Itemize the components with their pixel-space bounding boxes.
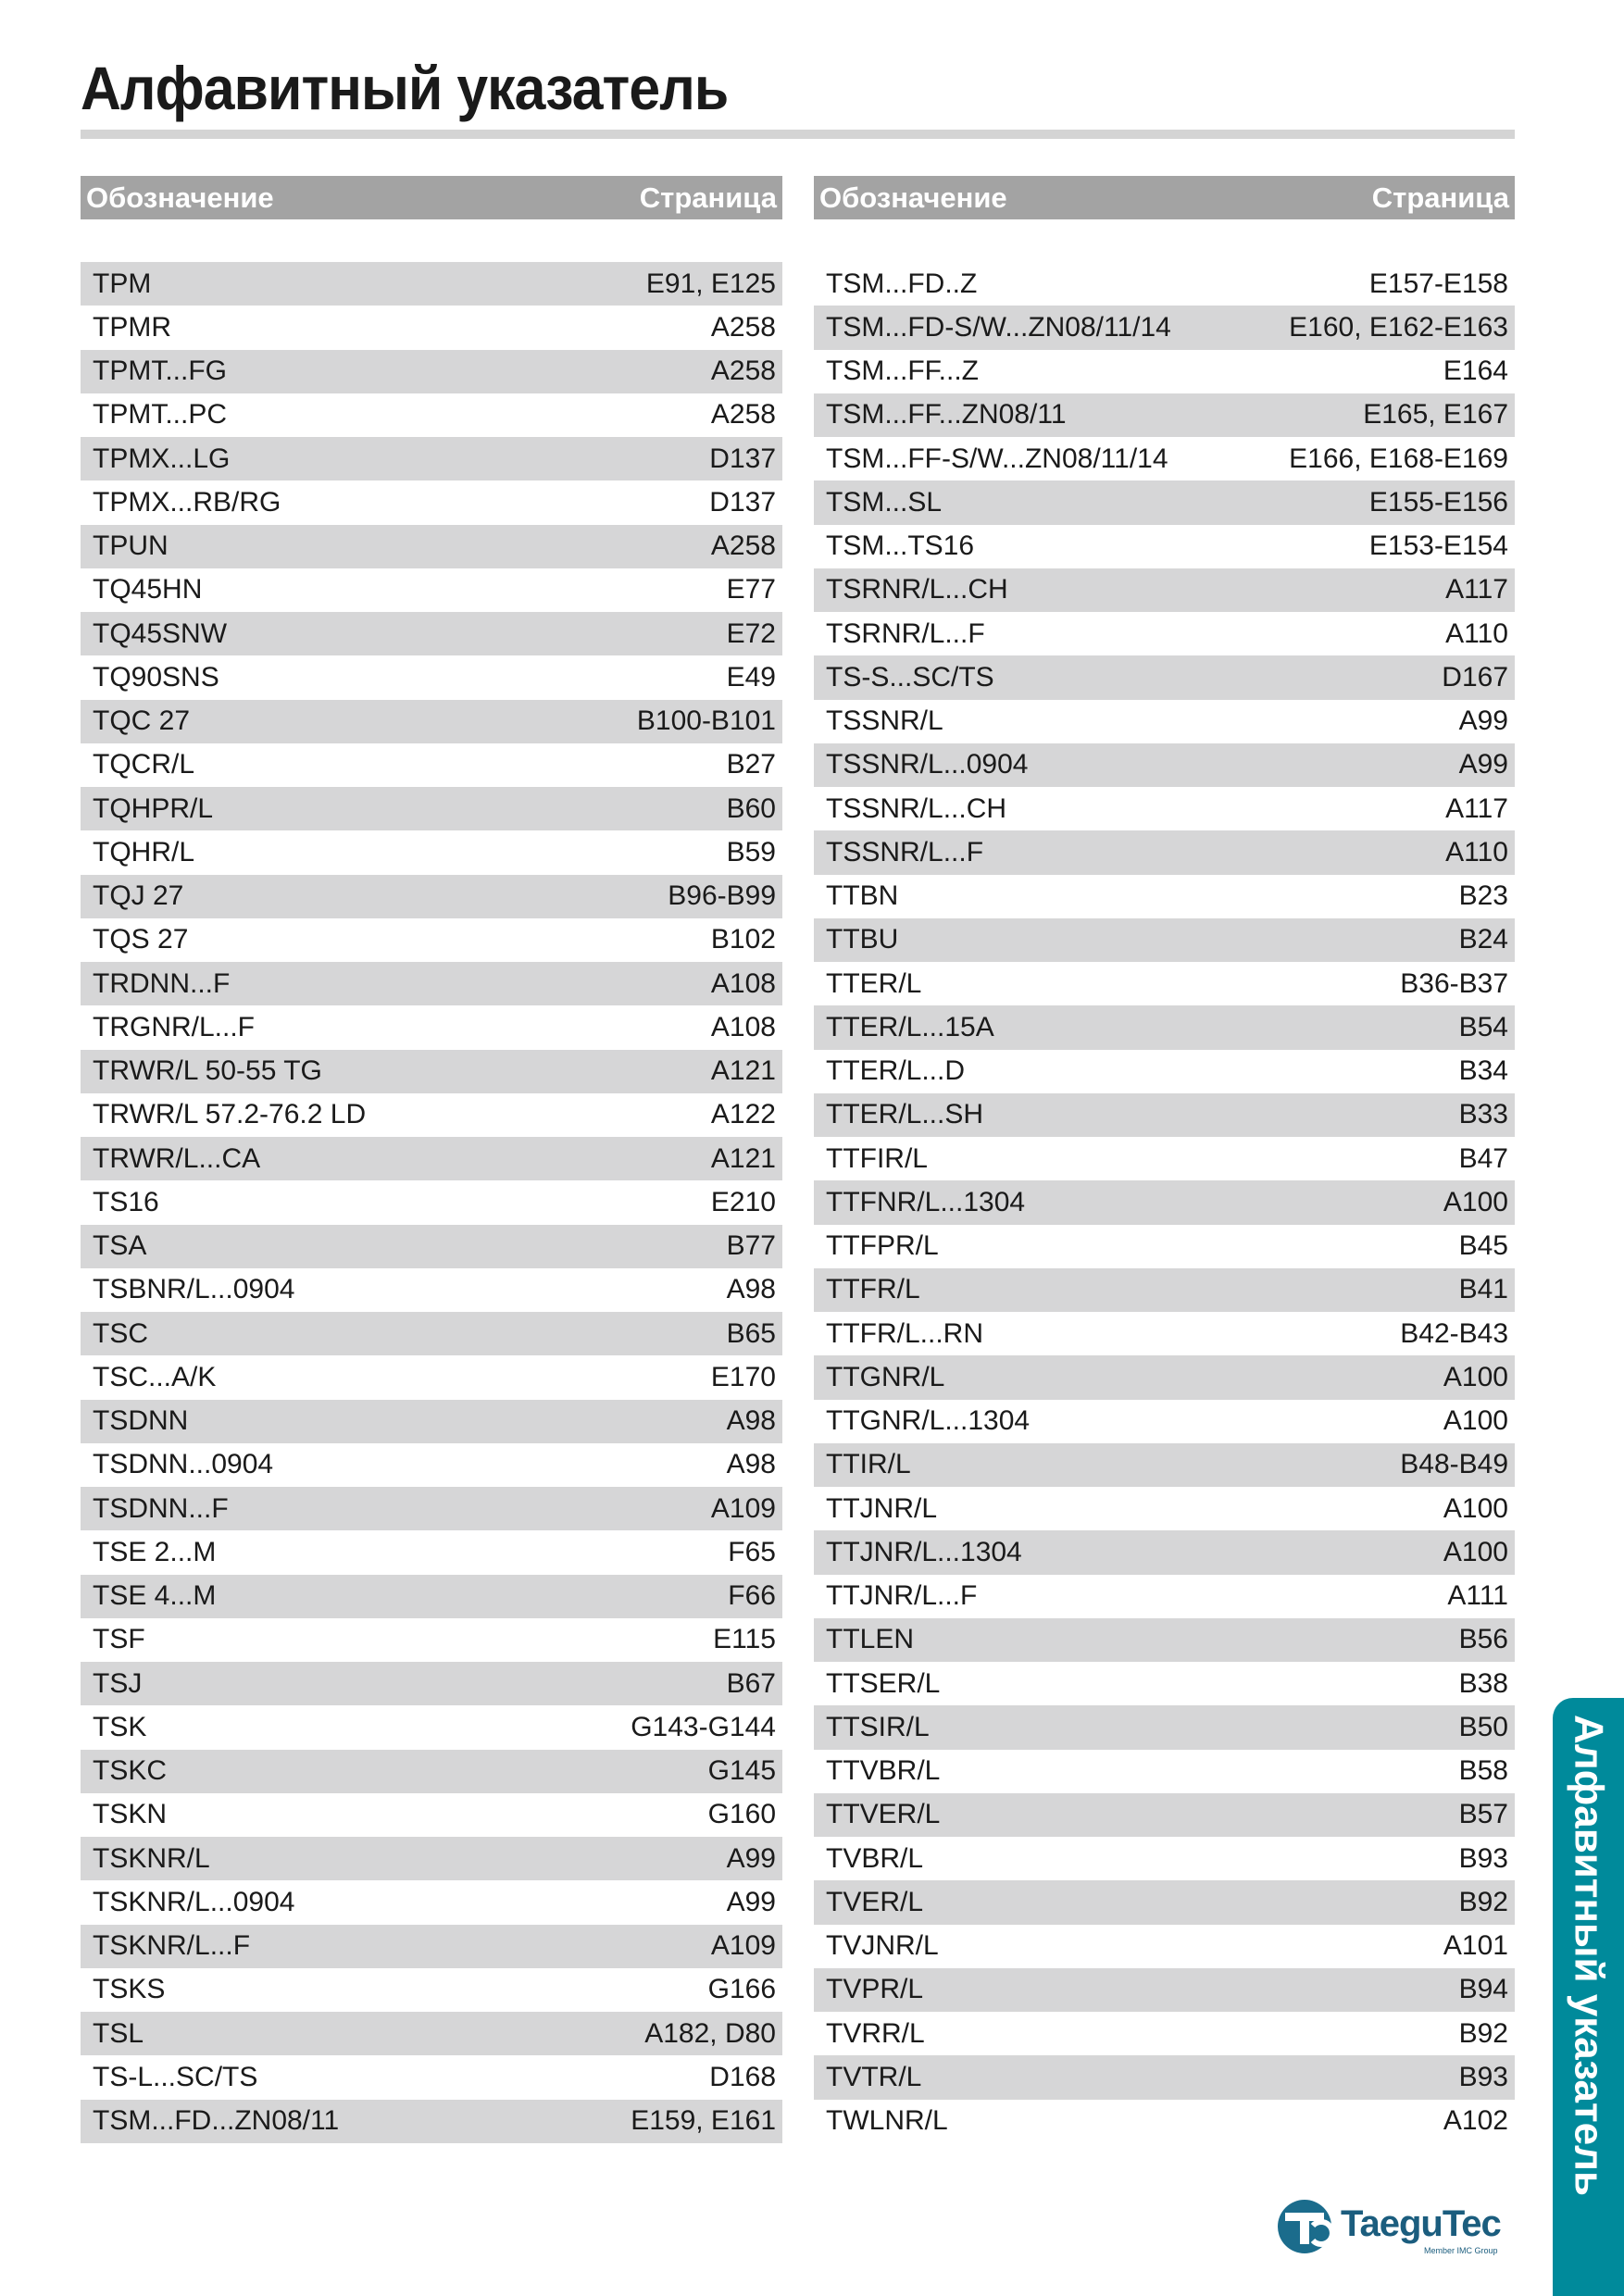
page-cell: A100 <box>1443 1361 1508 1392</box>
index-row <box>81 962 782 1005</box>
designation-cell: TSM...SL <box>826 486 943 518</box>
designation-cell: TSKNR/L...0904 <box>93 1886 295 1917</box>
column-header <box>81 176 782 219</box>
page-cell: B54 <box>1458 1011 1508 1042</box>
designation-cell: TTFNR/L...1304 <box>826 1186 1026 1217</box>
page-cell: B41 <box>1458 1274 1508 1305</box>
designation-cell: TTGNR/L <box>826 1361 945 1392</box>
designation-cell: TSKC <box>93 1755 168 1787</box>
index-row <box>814 1443 1515 1487</box>
header-page: Страница <box>1371 181 1509 214</box>
index-row <box>814 700 1515 743</box>
header-designation: Обозначение <box>819 181 1007 214</box>
index-row <box>81 655 782 699</box>
page-cell: A109 <box>710 1930 776 1962</box>
index-row <box>814 1355 1515 1399</box>
designation-cell: TSM...FF...Z <box>826 356 979 387</box>
page-cell: E49 <box>726 661 776 693</box>
designation-cell: TSE 4...M <box>93 1580 217 1612</box>
designation-cell: TTSER/L <box>826 1667 941 1699</box>
designation-cell: TSSNR/L...F <box>826 836 984 867</box>
designation-cell: TRWR/L...CA <box>93 1142 261 1174</box>
index-row <box>814 393 1515 437</box>
page-cell: A108 <box>710 1011 776 1042</box>
index-row <box>81 830 782 874</box>
index-row <box>81 262 782 306</box>
page-cell: F66 <box>728 1580 776 1612</box>
taegutec-logo-icon <box>1276 2198 1333 2255</box>
page-cell: B92 <box>1458 1886 1508 1917</box>
designation-cell: TRDNN...F <box>93 967 231 999</box>
page-cell: A258 <box>710 530 776 562</box>
designation-cell: TTER/L <box>826 967 922 999</box>
index-row <box>81 1662 782 1705</box>
page-cell: A98 <box>726 1449 776 1480</box>
index-row <box>814 875 1515 918</box>
page-cell: A101 <box>1443 1930 1508 1962</box>
page-cell: B33 <box>1458 1099 1508 1130</box>
logo-tagline: Member IMC Group <box>1424 2246 1498 2255</box>
index-row <box>814 525 1515 568</box>
page-cell: E164 <box>1443 356 1508 387</box>
side-tab-label: Алфавитный указатель <box>1566 1715 1612 2197</box>
designation-cell: TSA <box>93 1230 147 1262</box>
page-cell: B96-B99 <box>668 880 776 912</box>
page-cell: E153-E154 <box>1368 530 1508 562</box>
page-cell: B45 <box>1458 1230 1508 1262</box>
page-cell: B47 <box>1458 1142 1508 1174</box>
page-cell: A117 <box>1445 574 1508 605</box>
page-cell: A258 <box>710 311 776 343</box>
designation-cell: TTIR/L <box>826 1449 911 1480</box>
index-row <box>81 1137 782 1180</box>
designation-cell: TSKN <box>93 1799 168 1830</box>
designation-cell: TQHR/L <box>93 836 195 867</box>
index-row <box>814 830 1515 874</box>
page-cell: B93 <box>1458 1842 1508 1874</box>
page-cell: A100 <box>1443 1492 1508 1524</box>
index-row <box>81 1312 782 1355</box>
index-row <box>814 1968 1515 2012</box>
index-row <box>814 655 1515 699</box>
designation-cell: TSK <box>93 1711 147 1742</box>
designation-cell: TSBNR/L...0904 <box>93 1274 295 1305</box>
page-cell: A100 <box>1443 1536 1508 1567</box>
page-cell: E166, E168-E169 <box>1289 443 1508 474</box>
designation-cell: TTBN <box>826 880 899 912</box>
designation-cell: TTJNR/L <box>826 1492 937 1524</box>
page-cell: A258 <box>710 356 776 387</box>
index-row <box>814 568 1515 612</box>
index-row <box>81 1530 782 1574</box>
index-row <box>81 1355 782 1399</box>
page-cell: B100-B101 <box>636 705 776 737</box>
designation-cell: TSSNR/L <box>826 705 943 737</box>
index-row <box>81 875 782 918</box>
page-cell: B65 <box>726 1317 776 1349</box>
designation-cell: TVBR/L <box>826 1842 924 1874</box>
designation-cell: TSE 2...M <box>93 1536 217 1567</box>
page-cell: B92 <box>1458 2017 1508 2049</box>
index-row <box>814 1530 1515 1574</box>
designation-cell: TSRNR/L...CH <box>826 574 1008 605</box>
designation-cell: TQCR/L <box>93 749 195 780</box>
index-row <box>81 787 782 830</box>
index-row <box>814 1487 1515 1530</box>
designation-cell: TSM...TS16 <box>826 530 975 562</box>
index-column-left <box>81 176 782 2143</box>
designation-cell: TSM...FD...ZN08/11 <box>93 2105 340 2137</box>
designation-cell: TPMT...PC <box>93 399 228 430</box>
page-cell: A121 <box>710 1055 776 1087</box>
page-cell: A182, D80 <box>644 2017 776 2049</box>
designation-cell: TRWR/L 50-55 TG <box>93 1055 322 1087</box>
page-cell: A102 <box>1443 2105 1508 2137</box>
index-row <box>814 1750 1515 1793</box>
page-cell: B58 <box>1458 1755 1508 1787</box>
index-row <box>81 1400 782 1443</box>
designation-cell: TPMR <box>93 311 171 343</box>
page-cell: G145 <box>707 1755 776 1787</box>
page-cell: B77 <box>726 1230 776 1262</box>
page-cell: E170 <box>710 1361 776 1392</box>
designation-cell: TSM...FF-S/W...ZN08/11/14 <box>826 443 1168 474</box>
index-row <box>814 1137 1515 1180</box>
designation-cell: TPMX...LG <box>93 443 231 474</box>
page-cell: B94 <box>1458 1974 1508 2005</box>
designation-cell: TVPR/L <box>826 1974 924 2005</box>
designation-cell: TS-L...SC/TS <box>93 2061 258 2092</box>
page-cell: D168 <box>709 2061 776 2092</box>
index-row <box>814 1005 1515 1049</box>
designation-cell: TTLEN <box>826 1624 915 1655</box>
page-cell: B57 <box>1458 1799 1508 1830</box>
index-row <box>814 306 1515 349</box>
designation-cell: TSM...FD-S/W...ZN08/11/14 <box>826 311 1171 343</box>
index-row <box>81 437 782 480</box>
page-cell: A99 <box>726 1886 776 1917</box>
designation-cell: TS-S...SC/TS <box>826 661 994 693</box>
page-cell: A111 <box>1447 1580 1508 1612</box>
designation-cell: TVRR/L <box>826 2017 925 2049</box>
page-cell: B102 <box>710 924 776 955</box>
page-cell: G143-G144 <box>631 1711 776 1742</box>
page-cell: D167 <box>1442 661 1508 693</box>
designation-cell: TSRNR/L...F <box>826 618 985 649</box>
index-rows-right <box>814 262 1515 2143</box>
designation-cell: TTFPR/L <box>826 1230 939 1262</box>
index-row <box>81 306 782 349</box>
designation-cell: TPMX...RB/RG <box>93 486 281 518</box>
title-underline <box>81 130 1515 139</box>
index-row <box>81 612 782 655</box>
page-cell: B56 <box>1458 1624 1508 1655</box>
page-cell: B23 <box>1458 880 1508 912</box>
page-cell: G166 <box>707 1974 776 2005</box>
index-row <box>81 1268 782 1312</box>
index-row <box>81 1705 782 1749</box>
index-row <box>814 2055 1515 2099</box>
index-row <box>81 1837 782 1880</box>
page-cell: B59 <box>726 836 776 867</box>
page-cell: A110 <box>1445 618 1508 649</box>
index-row <box>81 700 782 743</box>
page-cell: E165, E167 <box>1363 399 1508 430</box>
page-cell: A99 <box>1458 749 1508 780</box>
designation-cell: TVJNR/L <box>826 1930 939 1962</box>
designation-cell: TTER/L...D <box>826 1055 966 1087</box>
page-cell: B38 <box>1458 1667 1508 1699</box>
index-row <box>814 1050 1515 1093</box>
designation-cell: TSL <box>93 2017 144 2049</box>
designation-cell: TTVBR/L <box>826 1755 941 1787</box>
page-cell: A100 <box>1443 1186 1508 1217</box>
page-cell: A110 <box>1445 836 1508 867</box>
index-row <box>81 1575 782 1618</box>
page-cell: A109 <box>710 1492 776 1524</box>
page-cell: A100 <box>1443 1405 1508 1437</box>
designation-cell: TTBU <box>826 924 899 955</box>
designation-cell: TPUN <box>93 530 169 562</box>
index-row <box>814 437 1515 480</box>
index-row <box>81 918 782 962</box>
page-cell: B24 <box>1458 924 1508 955</box>
index-row <box>814 918 1515 962</box>
index-row <box>81 480 782 524</box>
page-cell: E160, E162-E163 <box>1289 311 1508 343</box>
designation-cell: TSKS <box>93 1974 166 2005</box>
section-side-tab <box>1553 1698 1624 2296</box>
designation-cell: TPMT...FG <box>93 356 227 387</box>
logo-wordmark: TaeguTec <box>1341 2203 1501 2244</box>
page-cell: E159, E161 <box>631 2105 776 2137</box>
page-cell: E91, E125 <box>645 268 776 299</box>
index-row <box>81 1925 782 1968</box>
index-row <box>81 1487 782 1530</box>
designation-cell: TTGNR/L...1304 <box>826 1405 1031 1437</box>
designation-cell: TTJNR/L...F <box>826 1580 978 1612</box>
page-cell: E210 <box>710 1186 776 1217</box>
designation-cell: TSKNR/L <box>93 1842 210 1874</box>
page-cell: E155-E156 <box>1368 486 1508 518</box>
column-header <box>814 176 1515 219</box>
page-cell: E72 <box>726 618 776 649</box>
page-cell: B48-B49 <box>1400 1449 1508 1480</box>
designation-cell: TQ45HN <box>93 574 203 605</box>
designation-cell: TSDNN <box>93 1405 189 1437</box>
designation-cell: TTJNR/L...1304 <box>826 1536 1022 1567</box>
page-cell: B67 <box>726 1667 776 1699</box>
page-cell: A98 <box>726 1274 776 1305</box>
index-row <box>81 393 782 437</box>
designation-cell: TTFR/L <box>826 1274 920 1305</box>
index-row <box>81 1093 782 1137</box>
index-row <box>81 2012 782 2055</box>
index-row <box>81 568 782 612</box>
index-row <box>814 1662 1515 1705</box>
designation-cell: TRWR/L 57.2-76.2 LD <box>93 1099 367 1130</box>
index-row <box>814 612 1515 655</box>
page-cell: B34 <box>1458 1055 1508 1087</box>
index-row <box>81 2100 782 2143</box>
designation-cell: TTFIR/L <box>826 1142 928 1174</box>
page-cell: A98 <box>726 1405 776 1437</box>
designation-cell: TQ90SNS <box>93 661 219 693</box>
index-row <box>814 262 1515 306</box>
page-cell: B27 <box>726 749 776 780</box>
designation-cell: TSDNN...F <box>93 1492 229 1524</box>
page-cell: E157-E158 <box>1368 268 1508 299</box>
designation-cell: TQJ 27 <box>93 880 184 912</box>
index-rows-left <box>81 262 782 2143</box>
index-row <box>814 480 1515 524</box>
index-row <box>81 743 782 787</box>
designation-cell: TSJ <box>93 1667 143 1699</box>
index-row <box>814 962 1515 1005</box>
index-row <box>81 350 782 393</box>
designation-cell: TTER/L...SH <box>826 1099 984 1130</box>
index-row <box>81 1618 782 1662</box>
designation-cell: TQC 27 <box>93 705 191 737</box>
page-cell: A122 <box>710 1099 776 1130</box>
index-row <box>81 1180 782 1224</box>
designation-cell: TTVER/L <box>826 1799 941 1830</box>
designation-cell: TSSNR/L...0904 <box>826 749 1029 780</box>
index-row <box>814 1837 1515 1880</box>
index-row <box>814 1618 1515 1662</box>
index-row <box>81 1005 782 1049</box>
designation-cell: TTSIR/L <box>826 1711 930 1742</box>
index-row <box>814 1180 1515 1224</box>
designation-cell: TVER/L <box>826 1886 924 1917</box>
designation-cell: TVTR/L <box>826 2061 922 2092</box>
page-cell: F65 <box>728 1536 776 1567</box>
designation-cell: TQS 27 <box>93 924 189 955</box>
page-cell: B60 <box>726 792 776 824</box>
index-row <box>81 1750 782 1793</box>
index-row <box>814 1225 1515 1268</box>
designation-cell: TQHPR/L <box>93 792 214 824</box>
page-cell: A121 <box>710 1142 776 1174</box>
page-title: Алфавитный указатель <box>81 54 729 122</box>
designation-cell: TS16 <box>93 1186 159 1217</box>
page-cell: E115 <box>713 1624 776 1655</box>
index-row <box>814 1400 1515 1443</box>
designation-cell: TSM...FF...ZN08/11 <box>826 399 1067 430</box>
page-cell: A117 <box>1445 792 1508 824</box>
page-cell: A258 <box>710 399 776 430</box>
page-cell: B50 <box>1458 1711 1508 1742</box>
index-row <box>814 1705 1515 1749</box>
designation-cell: TSC...A/K <box>93 1361 217 1392</box>
designation-cell: TSKNR/L...F <box>93 1930 251 1962</box>
page-cell: A108 <box>710 967 776 999</box>
designation-cell: TTFR/L...RN <box>826 1317 983 1349</box>
page-cell: E77 <box>726 574 776 605</box>
page-cell: D137 <box>709 486 776 518</box>
index-row <box>814 2012 1515 2055</box>
index-row <box>814 743 1515 787</box>
designation-cell: TSDNN...0904 <box>93 1449 274 1480</box>
index-row <box>814 350 1515 393</box>
designation-cell: TSC <box>93 1317 148 1349</box>
designation-cell: TWLNR/L <box>826 2105 948 2137</box>
index-row <box>81 2055 782 2099</box>
index-row <box>81 1793 782 1837</box>
page-cell: B93 <box>1458 2061 1508 2092</box>
designation-cell: TTER/L...15A <box>826 1011 994 1042</box>
designation-cell: TSSNR/L...CH <box>826 792 1007 824</box>
designation-cell: TSM...FD..Z <box>826 268 978 299</box>
designation-cell: TSF <box>93 1624 145 1655</box>
index-column-right <box>814 176 1515 2143</box>
index-row <box>814 2100 1515 2143</box>
designation-cell: TQ45SNW <box>93 618 228 649</box>
index-row <box>81 1968 782 2012</box>
taegutec-logo <box>1276 2198 1517 2259</box>
index-row <box>814 1925 1515 1968</box>
index-row <box>81 1880 782 1924</box>
page-cell: A99 <box>726 1842 776 1874</box>
index-row <box>81 1443 782 1487</box>
index-row <box>814 1575 1515 1618</box>
index-row <box>81 1050 782 1093</box>
designation-cell: TRGNR/L...F <box>93 1011 256 1042</box>
index-row <box>814 1880 1515 1924</box>
index-row <box>81 1225 782 1268</box>
index-row <box>814 1793 1515 1837</box>
index-row <box>814 787 1515 830</box>
designation-cell: TPM <box>93 268 152 299</box>
header-page: Страница <box>639 181 777 214</box>
index-row <box>814 1312 1515 1355</box>
index-row <box>814 1268 1515 1312</box>
page-cell: D137 <box>709 443 776 474</box>
page-cell: B42-B43 <box>1400 1317 1508 1349</box>
page-cell: A99 <box>1458 705 1508 737</box>
header-designation: Обозначение <box>86 181 274 214</box>
page-cell: G160 <box>707 1799 776 1830</box>
index-row <box>81 525 782 568</box>
index-row <box>814 1093 1515 1137</box>
page-cell: B36-B37 <box>1400 967 1508 999</box>
